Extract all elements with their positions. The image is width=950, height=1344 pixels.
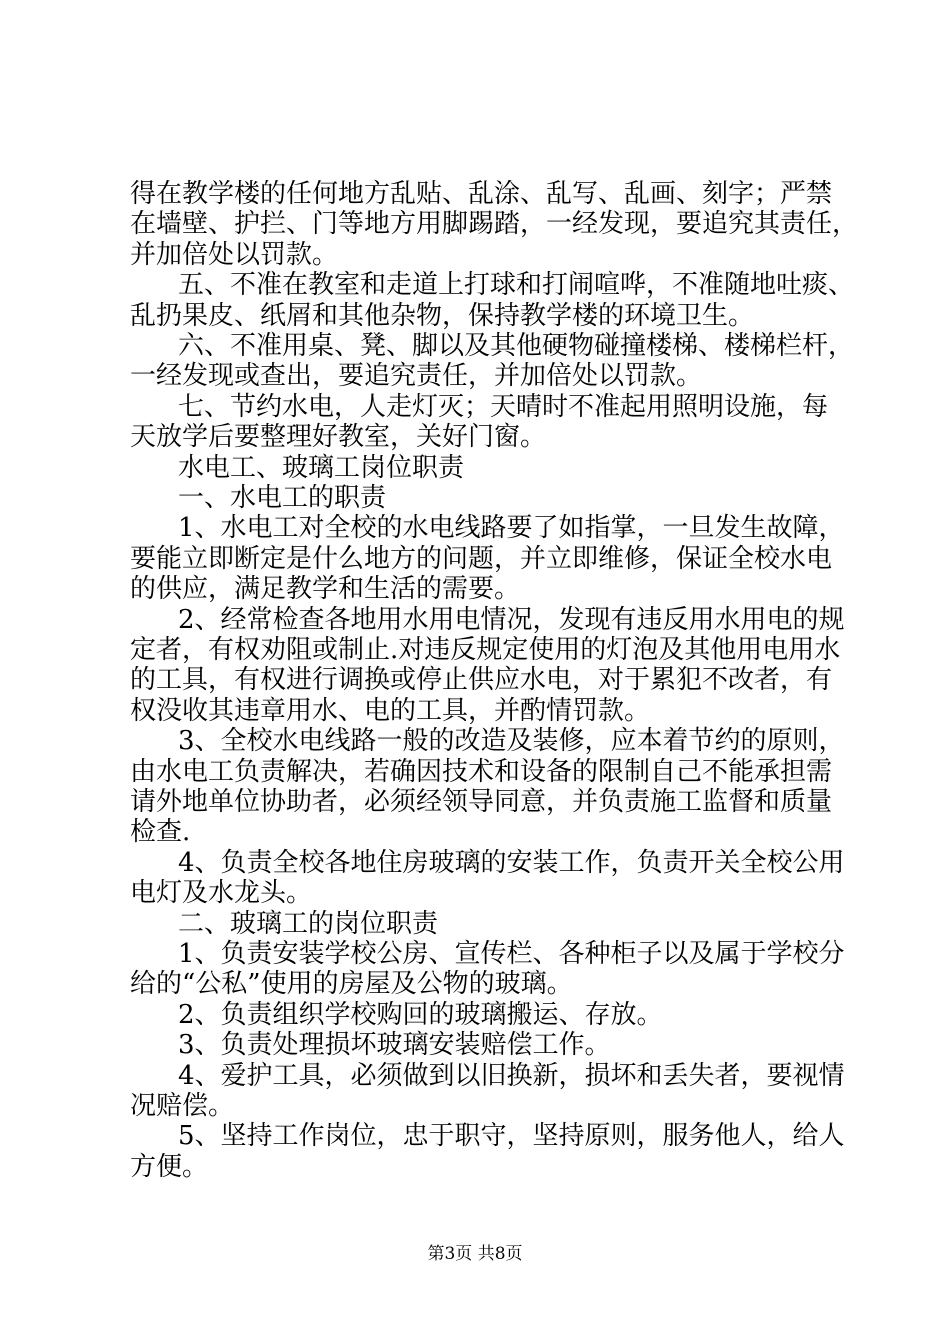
text-line: 1、负责安装学校公房、宣传栏、各种柜子以及属于学校分 <box>178 939 845 969</box>
text-line: 电灯及水龙头。 <box>130 878 313 909</box>
text-line: 方便。 <box>130 1151 209 1182</box>
page-footer: 第3页 共8页 <box>427 1244 523 1264</box>
text-line: 给的“公私”使用的房屋及公物的玻璃。 <box>130 969 573 1000</box>
text-line: 的工具，有权进行调换或停止供应水电，对于累犯不改者，有 <box>130 665 833 696</box>
text-line: 五、不准在教室和走道上打球和打闹喧哗，不准随地吐痰、 <box>178 270 855 301</box>
text-line: 并加倍处以罚款。 <box>130 239 339 270</box>
text-line: 权没收其违章用水、电的工具，并酌情罚款。 <box>130 695 651 726</box>
subsection-heading: 一、水电工的职责 <box>178 483 387 513</box>
text-line: 4、爱护工具，必须做到以旧换新，损坏和丢失者，要视情 <box>178 1060 845 1091</box>
text-line: 乱扔果皮、纸屑和其他杂物，保持教学楼的环境卫生。 <box>130 300 755 331</box>
text-line: 1、水电工对全校的水电线路要了如指掌，一旦发生故障， <box>178 513 845 544</box>
text-line: 3、负责处理损坏玻璃安装赔偿工作。 <box>178 1030 611 1061</box>
text-line: 六、不准用桌、凳、脚以及其他硬物碰撞楼梯、楼梯栏杆， <box>178 331 855 361</box>
text-line: 定者，有权劝阻或制止.对违反规定使用的灯泡及其他用电用水 <box>130 635 841 665</box>
text-line: 一经发现或查出，要追究责任，并加倍处以罚款。 <box>130 361 703 392</box>
text-line: 5、坚持工作岗位，忠于职守，坚持原则，服务他人，给人 <box>178 1121 845 1152</box>
section-heading: 水电工、玻璃工岗位职责 <box>178 452 465 483</box>
text-line: 天放学后要整理好教室，关好门窗。 <box>130 422 547 453</box>
text-line: 况赔偿。 <box>130 1091 235 1121</box>
text-line: 得在教学楼的任何地方乱贴、乱涂、乱写、乱画、刻字；严禁 <box>130 179 833 209</box>
text-line: 2、经常检查各地用水用电情况，发现有违反用水用电的规 <box>178 604 845 635</box>
text-line: 检查. <box>130 817 191 848</box>
text-line: 七、节约水电，人走灯灭；天晴时不准起用照明设施，每 <box>178 391 829 422</box>
subsection-heading: 二、玻璃工的岗位职责 <box>178 908 439 939</box>
text-line: 要能立即断定是什么地方的问题，并立即维修，保证全校水电 <box>130 543 833 574</box>
text-line: 4、负责全校各地住房玻璃的安装工作，负责开关全校公用 <box>178 847 845 878</box>
text-line: 请外地单位协助者，必须经领导同意，并负责施工监督和质量 <box>130 787 833 817</box>
text-line: 由水电工负责解决，若确因技术和设备的限制自己不能承担需 <box>130 756 833 787</box>
text-line: 在墙壁、护拦、门等地方用脚踢踏，一经发现，要追究其责任， <box>130 209 859 240</box>
text-line: 3、全校水电线路一般的改造及装修，应本着节约的原则， <box>178 726 845 757</box>
text-line: 的供应，满足教学和生活的需要。 <box>130 574 521 605</box>
text-line: 2、负责组织学校购回的玻璃搬运、存放。 <box>178 999 663 1030</box>
